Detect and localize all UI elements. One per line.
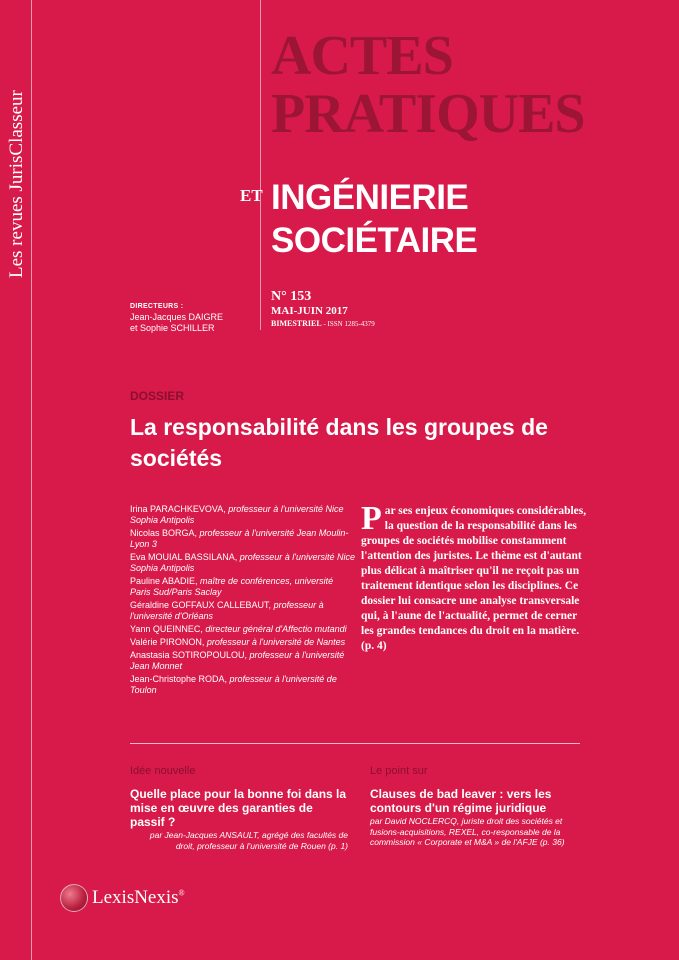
frequency-text: BIMESTRIEL (271, 319, 322, 328)
lead-dropcap: P (361, 500, 382, 537)
feature-label: Le point sur (370, 765, 428, 777)
masthead-pratiques: PRATIQUES (271, 83, 585, 145)
masthead-actes: ACTES (271, 25, 453, 87)
director-2: et Sophie SCHILLER (130, 323, 215, 333)
directors-block (130, 301, 223, 334)
author-role: maître de conférences, université Paris Sud/Paris Saclay (130, 576, 334, 597)
dossier-title: La responsabilité dans les groupes de sociétés (130, 414, 548, 471)
publisher-wordmark: LexisNexis (92, 887, 179, 908)
feature-idee-nouvelle (130, 765, 350, 851)
feature-label: Idée nouvelle (130, 765, 196, 777)
author-name: Jean-Christophe RODA, (130, 674, 230, 684)
author-item (130, 504, 355, 526)
publisher-logo (60, 884, 185, 912)
dossier-label: DOSSIER (130, 389, 185, 403)
author-item (130, 650, 355, 672)
author-name: Eva MOUIAL BASSILANA, (130, 552, 240, 562)
feature-byline: par David NOCLERCQ, juriste droit des sociétés et fusions-acquisitions, REXEL, co-responsable de la commission « Corporate et M&A » de l'AFJE (p. 36) (370, 816, 565, 847)
author-item (130, 576, 355, 598)
lexisnexis-globe-icon (60, 884, 88, 912)
feature-le-point-sur (370, 765, 590, 848)
author-role: professeur à l'université Jean Monnet (130, 650, 345, 671)
author-item (130, 624, 355, 635)
feature-byline: par Jean-Jacques ANSAULT, agrégé des facultés de droit, professeur à l'université de Rouen (p. 1) (149, 830, 348, 851)
author-role: professeur à l'université d'Orléans (130, 600, 324, 621)
author-item (130, 552, 355, 574)
author-item (130, 637, 355, 648)
issue-frequency (271, 318, 375, 330)
registered-mark: ® (178, 888, 185, 898)
author-role: professeur à l'université Nice Sophia Antipolis (130, 552, 355, 573)
author-name: Irina PARACHKEVOVA, (130, 504, 229, 514)
author-role: directeur général d'Affectio mutandi (205, 624, 347, 634)
issue-number: N° 153 (271, 289, 312, 304)
author-item (130, 528, 355, 550)
masthead-et: ET (240, 186, 263, 205)
author-name: Anastasia SOTIROPOULOU, (130, 650, 250, 660)
author-role: professeur à l'université Nice Sophia Antipolis (130, 504, 344, 525)
center-rule (260, 0, 261, 330)
feature-title: Clauses de bad leaver : vers les contours d'un régime juridique (370, 787, 552, 815)
masthead-societaire: SOCIÉTAIRE (271, 221, 478, 260)
author-name: Yann QUEINNEC, (130, 624, 206, 634)
author-name: Pauline ABADIE, (130, 576, 201, 586)
feature-title: Quelle place pour la bonne foi dans la mise en œuvre des garanties de passif ? (130, 787, 347, 829)
author-role: professeur à l'université de Toulon (130, 674, 337, 695)
dossier-lead (361, 500, 591, 654)
lead-text: ar ses enjeux économiques considérables, la question de la responsabilité dans les groupes de sociétés mobilise constamment l'attention des juristes. Le thème est d'autant plus délicat à maîtriser qu'il ne reçoit pas un traitement identique selon les disciplines. Ce dossier lui consacre une analyse transversale qui, à l'aune de l'actualité, permet de cerner les grandes tendances du droit en la matière. (p. 4) (361, 505, 587, 652)
issue-date: MAI-JUIN 2017 (271, 305, 348, 317)
author-role: professeur à l'université Jean Moulin-Lyon 3 (130, 528, 349, 549)
author-item (130, 600, 355, 622)
spine-text (2, 20, 28, 280)
director-1: Jean-Jacques DAIGRE (130, 312, 224, 322)
left-rule (31, 0, 32, 960)
author-name: Géraldine GOFFAUX CALLEBAUT, (130, 600, 274, 610)
author-item (130, 674, 355, 696)
masthead-ingenierie: INGÉNIERIE (271, 178, 469, 217)
author-name: Valérie PIRONON, (130, 637, 207, 647)
authors-list (130, 504, 355, 698)
section-divider (130, 743, 580, 744)
directors-label: DIRECTEURS : (130, 303, 184, 310)
issue-info (271, 289, 375, 330)
series-name: Les revues JurisClasseur (6, 90, 27, 278)
publisher-name (92, 887, 185, 909)
author-role: professeur à l'université de Nantes (206, 637, 346, 647)
author-name: Nicolas BORGA, (130, 528, 200, 538)
issn-text: - ISSN 1285-4379 (321, 320, 375, 328)
